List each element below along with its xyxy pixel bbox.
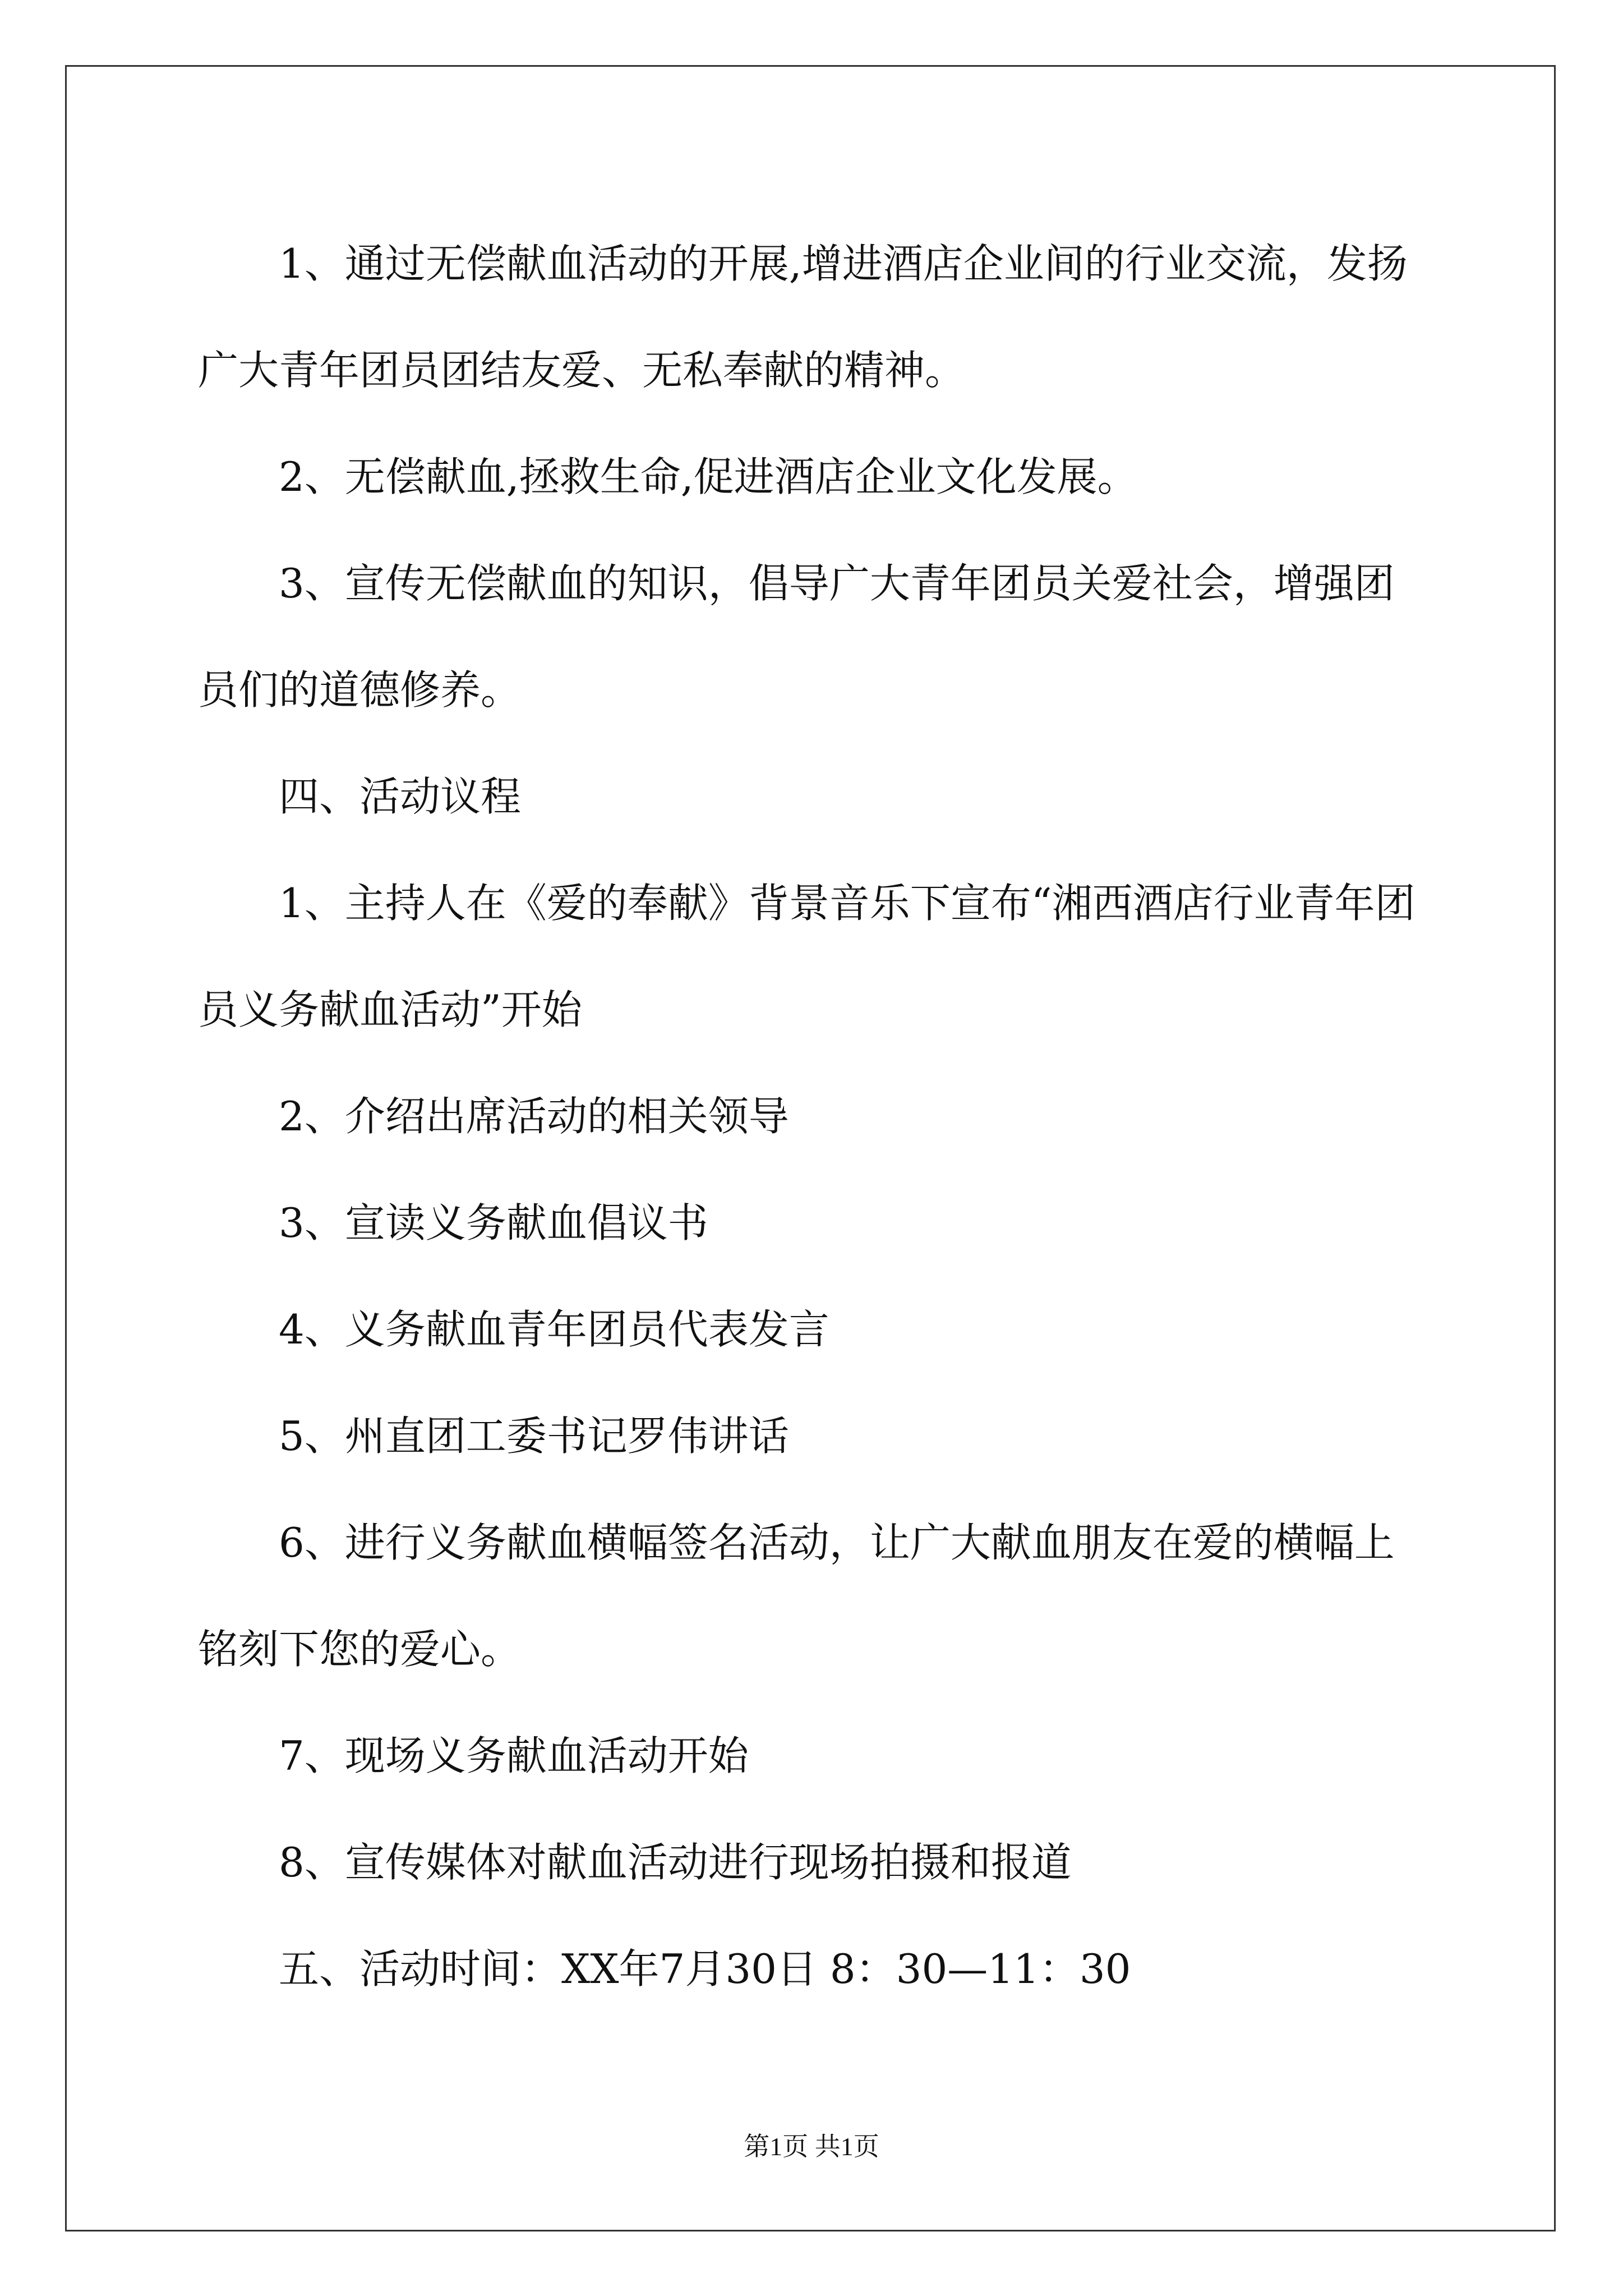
- document-body: [198, 210, 1432, 2022]
- agenda-item-8: 8、宣传媒体对献血活动进行现场拍摄和报道: [279, 1839, 1072, 1886]
- paragraph-2: 2、无偿献血,拯救生命,促进酒店企业文化发展。: [279, 453, 1138, 500]
- agenda-item-3: 3、宣读义务献血倡议书: [279, 1199, 708, 1246]
- agenda-item-1: 1、主持人在《爱的奉献》背景音乐下宣布“湘西酒店行业青年团员义务献血活动”开始: [198, 880, 1415, 1033]
- agenda-item-2: 2、介绍出席活动的相关领导: [279, 1093, 789, 1140]
- paragraph-1: 1、通过无偿献血活动的开展,增进酒店企业间的行业交流，发扬广大青年团员团结友爱、无私奉献的精神。: [198, 240, 1408, 394]
- section-heading-time: 五、活动时间：XX年7月30日 8：30—11：30: [279, 1945, 1131, 1993]
- agenda-item-5: 5、州直团工委书记罗伟讲话: [279, 1412, 789, 1460]
- page-footer: 第1页 共1页: [744, 2132, 879, 2161]
- paragraph-3: 3、宣传无偿献血的知识，倡导广大青年团员关爱社会，增强团员们的道德修养。: [198, 560, 1395, 714]
- section-heading-agenda: 四、活动议程: [279, 773, 522, 820]
- agenda-item-6: 6、进行义务献血横幅签名活动，让广大献血朋友在爱的横幅上铭刻下您的爱心。: [198, 1519, 1395, 1673]
- agenda-item-7: 7、现场义务献血活动开始: [279, 1732, 749, 1779]
- agenda-item-4: 4、义务献血青年团员代表发言: [279, 1306, 829, 1353]
